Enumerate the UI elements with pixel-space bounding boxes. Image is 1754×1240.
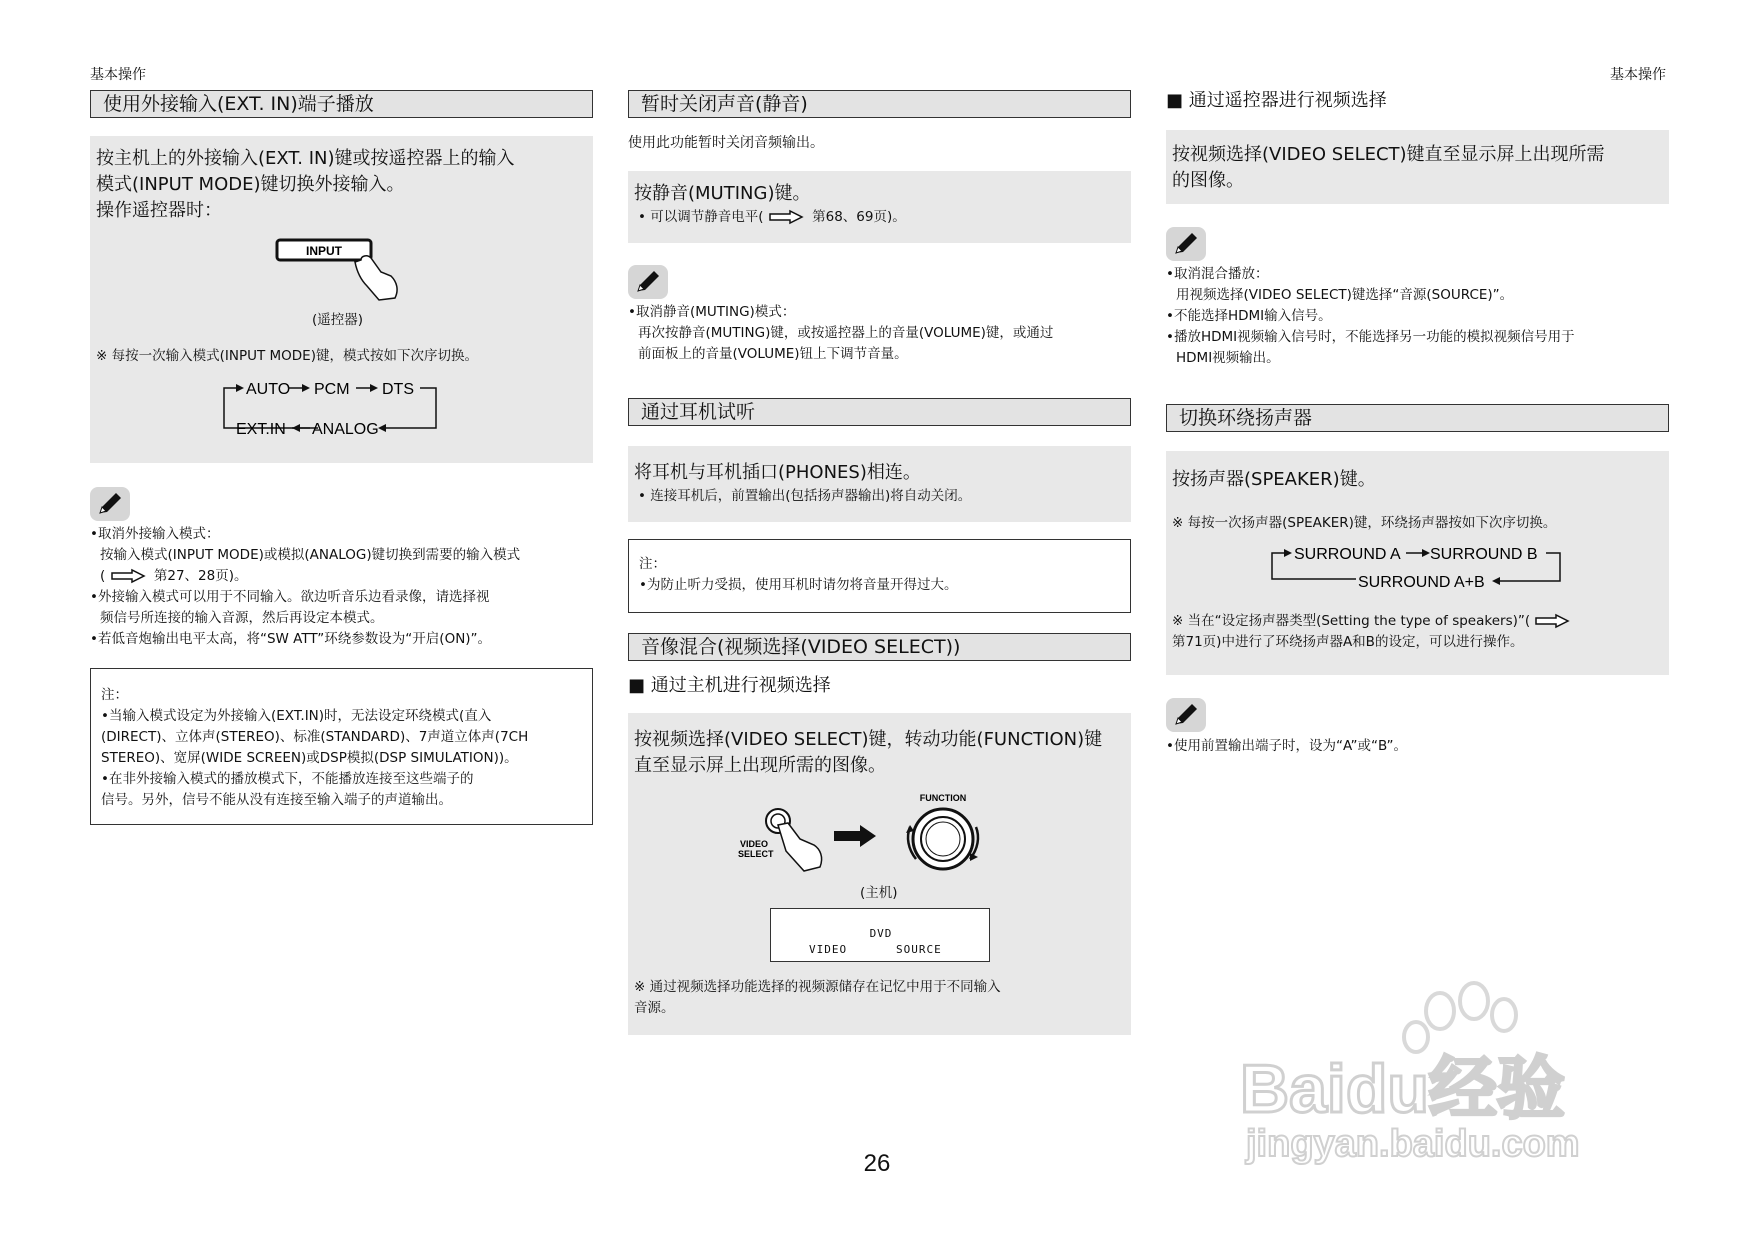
note-line: •当输入模式设定为外接输入(EXT.IN)时，无法设定环绕模式(直入 [101, 708, 492, 724]
note-line: 信号。另外，信号不能从没有连接至输入端子的声道输出。 [101, 792, 452, 808]
tip-pencil-icon-3 [1166, 227, 1206, 261]
pencil-icon [90, 487, 130, 521]
phones-note-box [628, 539, 1131, 613]
tip-line: •不能选择HDMI输入信号。 [1166, 308, 1332, 324]
reference-hand-icon [110, 567, 150, 585]
note-line: (DIRECT)、立体声(STEREO)、标准(STANDARD)、7声道立体声(7CH [101, 729, 529, 745]
video-panel [628, 713, 1131, 1035]
pencil-icon [1166, 698, 1206, 732]
video-main-unit-heading: ■ 通过主机进行视频选择 [628, 675, 831, 696]
tip-line: •取消混合播放： [1166, 266, 1269, 282]
tip-line: •取消外接输入模式： [90, 526, 220, 542]
main-unit-caption: (主机) [860, 885, 898, 901]
mute-title: 暂时关闭声音(静音) [628, 90, 1131, 118]
input-button-illustration [275, 236, 415, 306]
cycle-surround-a: SURROUND A [1294, 546, 1401, 563]
cycle-surround-b: SURROUND B [1430, 546, 1538, 563]
phones-sub: • 连接耳机后，前置输出(包括扬声器输出)将自动关闭。 [638, 488, 972, 504]
tip-line: •若低音炮输出电平太高，将“SW ATT”环绕参数设为“开启(ON)”。 [90, 631, 492, 647]
speaker-cycle-diagram [1266, 541, 1566, 603]
speaker-main: 按扬声器(SPEAKER)键。 [1172, 469, 1376, 490]
display-line-1: DVD [869, 927, 893, 940]
remote-caption: (遥控器) [312, 312, 364, 328]
speaker-panel [1166, 451, 1669, 675]
tip-line: 频信号所连接的输入音源，然后再设定本模式。 [100, 610, 384, 626]
phones-note: •为防止听力受损，使用耳机时请勿将音量开得过大。 [639, 577, 958, 593]
input-mode-note: ※ 每按一次输入模式(INPUT MODE)键，模式按如下次序切换。 [96, 348, 478, 364]
tip-line: HDMI视频输出。 [1176, 350, 1280, 366]
tip-ref-pages: 第27、28页)。 [153, 568, 248, 584]
cycle-pcm: PCM [314, 381, 350, 398]
video-title: 音像混合(视频选择(VIDEO SELECT)) [628, 633, 1131, 661]
speaker-title: 切换环绕扬声器 [1166, 404, 1669, 432]
mute-tips [628, 302, 1053, 365]
remote-video-heading: ■ 通过遥控器进行视频选择 [1166, 90, 1387, 111]
reference-hand-icon [1534, 612, 1574, 630]
function-label: FUNCTION [919, 793, 967, 803]
video-main-line-2: 直至显示屏上出现所需的图像。 [634, 755, 886, 776]
tip-pencil-icon-4 [1166, 698, 1206, 732]
tip-line: •播放HDMI视频输入信号时，不能选择另一功能的模拟视频信号用于 [1166, 329, 1575, 345]
video-select-label-2: SELECT [738, 849, 774, 859]
video-note-2: 音源。 [634, 1000, 675, 1016]
speaker-note2-a: ※ 当在“设定扬声器类型(Setting the type of speakers)”( [1172, 613, 1531, 629]
tip-line: 前面板上的音量(VOLUME)钮上下调节音量。 [638, 346, 908, 362]
tip-pencil-icon-2 [628, 265, 668, 299]
tip-ref-line [90, 566, 600, 587]
tip-line: •取消静音(MUTING)模式： [628, 304, 796, 320]
mute-sub [638, 207, 906, 228]
input-mode-cycle-diagram [210, 376, 470, 448]
header-left: 基本操作 [90, 67, 146, 83]
watermark-url: jingyan.baidu.com [1246, 1123, 1580, 1165]
ext-in-line-1: 按主机上的外接输入(EXT. IN)键或按遥控器上的输入 [96, 148, 515, 169]
mute-desc: 使用此功能暂时关闭音频输出。 [628, 135, 824, 151]
speaker-note2-line1 [1172, 611, 1574, 632]
ext-in-line-3: 操作遥控器时： [96, 200, 222, 221]
speaker-tip: •使用前置输出端子时，设为“A”或“B”。 [1166, 738, 1408, 754]
tip-line: •外接输入模式可以用于不同输入。欲边听音乐边看录像，请选择视 [90, 589, 490, 605]
ext-in-tips [90, 524, 600, 650]
cycle-analog: ANALOG [312, 421, 379, 438]
remote-video-panel [1166, 130, 1669, 204]
mute-sub-a: • 可以调节静音电平( [638, 209, 764, 225]
tip-ref-open: ( [100, 568, 106, 584]
phones-title: 通过耳机试听 [628, 398, 1131, 426]
video-main-line-1: 按视频选择(VIDEO SELECT)键，转动功能(FUNCTION)键 [634, 729, 1103, 750]
cycle-extin: EXT.IN [236, 421, 286, 438]
phones-panel [628, 446, 1131, 522]
speaker-note2-line2: 第71页)中进行了环绕扬声器A和B的设定，可以进行操作。 [1172, 634, 1524, 650]
video-select-illustration [738, 801, 838, 873]
note-line: STEREO)、宽屏(WIDE SCREEN)或DSP模拟(DSP SIMULATION))。 [101, 750, 518, 766]
mute-main: 按静音(MUTING)键。 [634, 183, 811, 204]
pencil-icon [1166, 227, 1206, 261]
page-number: 26 [863, 1150, 891, 1177]
tip-line: 按输入模式(INPUT MODE)或模拟(ANALOG)键切换到需要的输入模式 [100, 547, 521, 563]
ext-in-panel [90, 136, 593, 463]
remote-video-line-2: 的图像。 [1172, 170, 1244, 191]
mute-sub-b: 第68、69页)。 [812, 209, 906, 225]
hand-icon [778, 823, 822, 871]
display-line-2-b: SOURCE [896, 943, 942, 956]
phones-main: 将耳机与耳机插口(PHONES)相连。 [634, 462, 921, 483]
display-line-2-a: VIDEO [809, 943, 848, 956]
header-right: 基本操作 [1610, 67, 1666, 83]
note-label: 注： [639, 556, 666, 572]
tip-pencil-icon-1 [90, 487, 130, 521]
note-label: 注： [101, 687, 128, 703]
speaker-note: ※ 每按一次扬声器(SPEAKER)键，环绕扬声器按如下次序切换。 [1172, 515, 1557, 531]
watermark-brand: Baidu经验 [1240, 1051, 1565, 1127]
input-button-label: INPUT [306, 244, 342, 258]
ext-in-note-box [90, 668, 593, 825]
display-panel [770, 908, 990, 962]
ext-in-title: 使用外接输入(EXT. IN)端子播放 [90, 90, 593, 118]
tip-line: 再次按静音(MUTING)键，或按遥控器上的音量(VOLUME)键，或通过 [638, 325, 1054, 341]
reference-hand-icon [768, 208, 808, 226]
right-arrow-icon [832, 823, 880, 849]
cycle-surround-ab: SURROUND A+B [1358, 574, 1485, 591]
remote-video-line-1: 按视频选择(VIDEO SELECT)键直至显示屏上出现所需 [1172, 144, 1605, 165]
baidu-watermark [1240, 975, 1660, 1175]
hand-icon [355, 256, 397, 300]
pencil-icon [628, 265, 668, 299]
cycle-dts: DTS [382, 381, 414, 398]
function-knob-illustration [898, 791, 988, 879]
cycle-auto: AUTO [246, 381, 291, 398]
ext-in-line-2: 模式(INPUT MODE)键切换外接输入。 [96, 174, 405, 195]
mute-panel [628, 171, 1131, 243]
remote-video-tips [1166, 264, 1575, 369]
video-select-label-1: VIDEO [740, 839, 769, 849]
tip-line: 用视频选择(VIDEO SELECT)键选择“音源(SOURCE)”。 [1176, 287, 1514, 303]
note-lines [101, 706, 528, 811]
video-note-1: ※ 通过视频选择功能选择的视频源储存在记忆中用于不同输入 [634, 979, 1001, 995]
note-line: •在非外接输入模式的播放模式下，不能播放连接至这些端子的 [101, 771, 474, 787]
